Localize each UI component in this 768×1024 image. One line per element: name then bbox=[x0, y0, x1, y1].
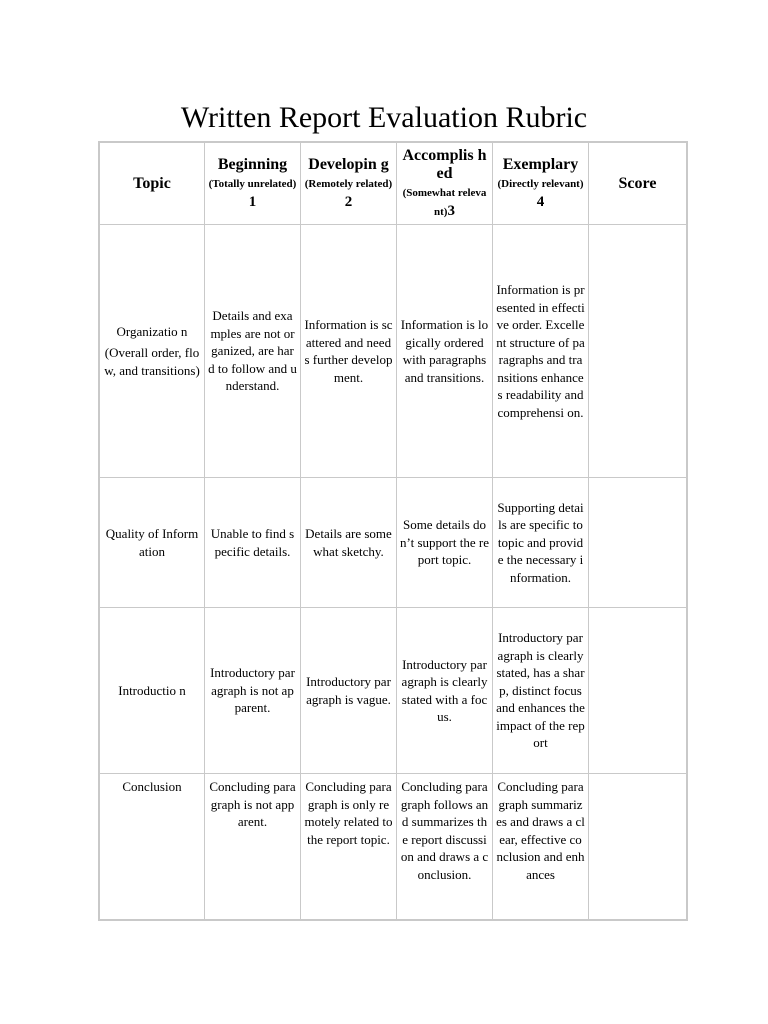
cell-accomplished: Information is logically ordered with paragraphs and transitions. bbox=[397, 225, 493, 478]
header-exemplary bbox=[493, 143, 589, 225]
cell-exemplary: Introductory paragraph is clearly stated, has a sharp, distinct focus and enhances the impact of the report bbox=[493, 608, 589, 774]
table-row bbox=[100, 225, 688, 478]
row-topic-label: Organizatio n bbox=[116, 323, 188, 339]
cell-score bbox=[589, 774, 688, 921]
cell-score bbox=[589, 225, 688, 478]
row-topic-sub: (Overall order, flow, and transitions) bbox=[104, 345, 200, 378]
cell-exemplary: Concluding paragraph summarizes and draws a clear, effective conclusion and enhances bbox=[493, 774, 589, 921]
row-topic-label: Introductio n bbox=[118, 682, 186, 698]
cell-accomplished: Concluding paragraph follows and summarizes the report discussion and draws a conclusion. bbox=[397, 774, 493, 921]
header-developing-desc: (Remotely related) bbox=[304, 177, 393, 190]
cell-beginning: Unable to find specific details. bbox=[205, 478, 301, 608]
cell-score bbox=[589, 478, 688, 608]
header-developing-label: Developin g bbox=[308, 155, 389, 173]
document-title: Written Report Evaluation Rubric bbox=[180, 101, 588, 134]
cell-accomplished: Introductory paragraph is clearly stated with a focus. bbox=[397, 608, 493, 774]
header-score bbox=[589, 143, 688, 225]
header-accomplished-label: Accomplis hed bbox=[402, 146, 487, 182]
header-accomplished-number: 3 bbox=[447, 202, 455, 219]
row-topic bbox=[100, 478, 205, 608]
header-topic-label: Topic bbox=[133, 174, 171, 192]
cell-developing: Concluding paragraph is only remotely related to the report topic. bbox=[301, 774, 397, 921]
table-row bbox=[100, 478, 688, 608]
cell-beginning: Introductory paragraph is not apparent. bbox=[205, 608, 301, 774]
cell-developing: Introductory paragraph is vague. bbox=[301, 608, 397, 774]
row-topic bbox=[100, 608, 205, 774]
header-row bbox=[100, 143, 688, 225]
rubric-table bbox=[98, 141, 688, 921]
cell-beginning: Details and examples are not organized, are hard to follow and understand. bbox=[205, 225, 301, 478]
cell-accomplished: Some details don’t support the report topic. bbox=[397, 478, 493, 608]
header-exemplary-label: Exemplary bbox=[502, 155, 579, 173]
cell-developing: Details are somewhat sketchy. bbox=[301, 478, 397, 608]
row-topic-label: Quality of Information bbox=[105, 526, 199, 559]
header-accomplished bbox=[397, 143, 493, 225]
header-developing-number: 2 bbox=[344, 193, 353, 210]
cell-beginning: Concluding paragraph is not apparent. bbox=[205, 774, 301, 921]
header-score-label: Score bbox=[618, 174, 657, 192]
row-topic-label: Conclusion bbox=[122, 779, 182, 794]
header-developing bbox=[301, 143, 397, 225]
header-accomplished-desc: (Somewhat relevant) bbox=[402, 186, 487, 218]
cell-exemplary: Supporting details are specific to topic and provide the necessary information. bbox=[493, 478, 589, 608]
cell-score bbox=[589, 608, 688, 774]
header-beginning-desc: (Totally unrelated) bbox=[208, 177, 297, 190]
table-row bbox=[100, 774, 688, 921]
row-topic bbox=[100, 225, 205, 478]
header-beginning bbox=[205, 143, 301, 225]
header-topic bbox=[100, 143, 205, 225]
header-beginning-label: Beginning bbox=[217, 155, 288, 173]
row-topic bbox=[100, 774, 205, 921]
header-exemplary-desc: (Directly relevant) bbox=[497, 177, 584, 190]
cell-developing: Information is scattered and needs further development. bbox=[301, 225, 397, 478]
table-row bbox=[100, 608, 688, 774]
cell-exemplary: Information is presented in effective order. Excellent structure of paragraphs and transitions enhances readability and comprehensi on. bbox=[493, 225, 589, 478]
header-beginning-number: 1 bbox=[248, 193, 257, 210]
header-exemplary-number: 4 bbox=[536, 193, 545, 210]
